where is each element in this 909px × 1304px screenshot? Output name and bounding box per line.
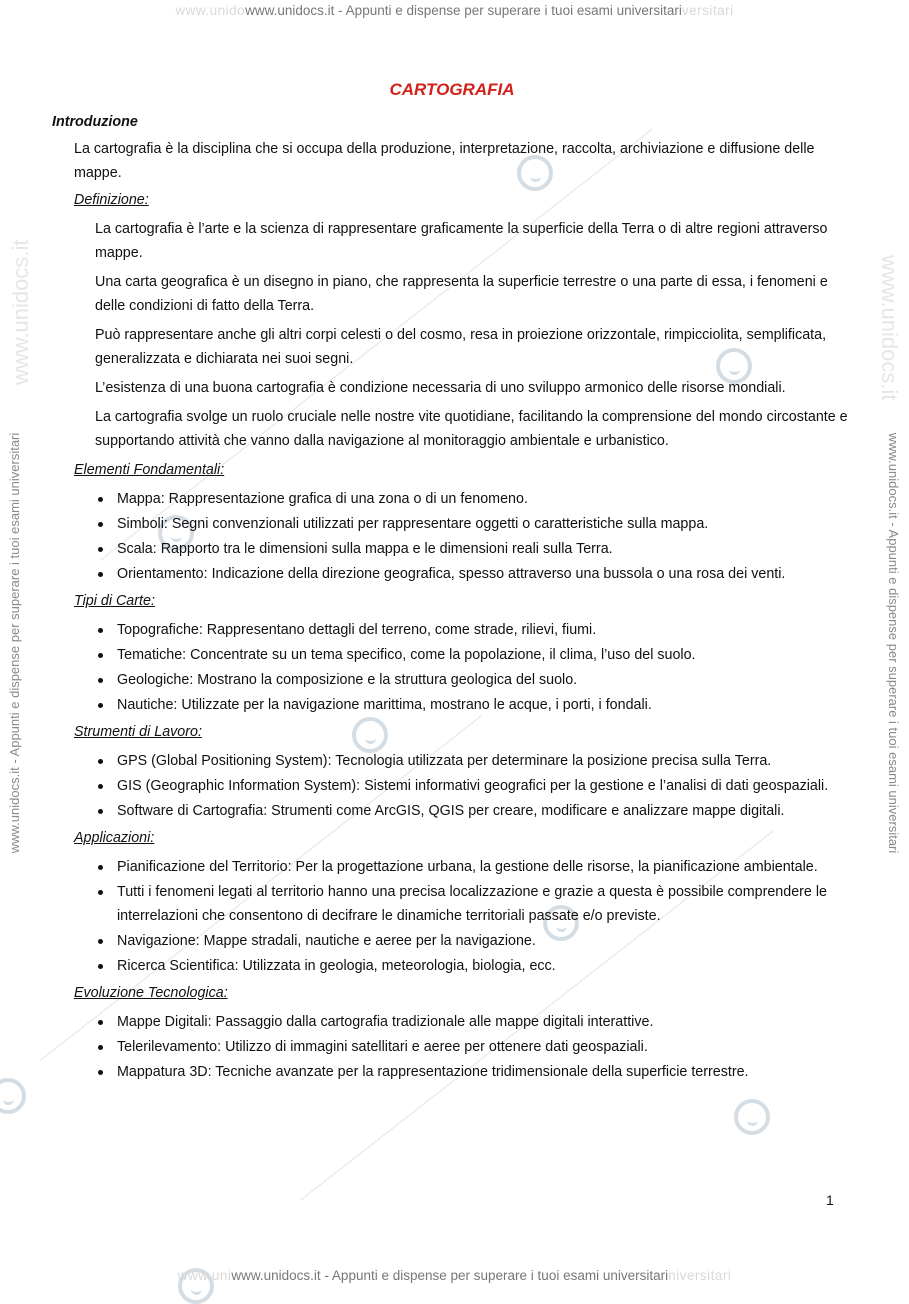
list-item: Ricerca Scientifica: Utilizzata in geologia, meteorologia, biologia, ecc.: [52, 954, 852, 978]
right-side-ghost-watermark: www.unidocs.it: [877, 255, 902, 401]
list-tipi: [52, 618, 852, 717]
header-watermark-ghost-left: www.unido: [175, 3, 246, 18]
definition-paragraph: L’esistenza di una buona cartografia è condizione necessaria di uno sviluppo armonico delle risorse mondiali.: [95, 380, 786, 396]
section-heading-elementi: Elementi Fondamentali:: [74, 462, 225, 478]
list-evoluzione: [52, 1010, 852, 1084]
intro-heading: Introduzione: [52, 114, 138, 130]
section-heading-tipi: Tipi di Carte:: [74, 593, 155, 609]
unidocs-logo-icon: [734, 1099, 770, 1135]
list-item: GPS (Global Positioning System): Tecnologia utilizzata per determinare la posizione precisa sulla Terra.: [52, 749, 852, 773]
list-item: Tematiche: Concentrate su un tema specifico, come la popolazione, il clima, l’uso del suolo.: [52, 643, 852, 667]
document-title: CARTOGRAFIA: [389, 80, 515, 99]
list-item: Telerilevamento: Utilizzo di immagini satellitari e aeree per ottenere dati geospaziali.: [52, 1035, 852, 1059]
list-item: Simboli: Segni convenzionali utilizzati per rappresentare oggetti o caratteristiche sulla mappa.: [52, 512, 852, 536]
definition-heading: Definizione:: [74, 192, 149, 208]
footer-watermark-ghost-right: niversitari: [668, 1268, 732, 1283]
intro-paragraph: La cartografia è la disciplina che si occupa della produzione, interpretazione, raccolta, archiviazione e diffusione delle mappe.: [74, 141, 815, 181]
list-item: Mappe Digitali: Passaggio dalla cartografia tradizionale alle mappe digitali interattive.: [52, 1010, 852, 1034]
list-strumenti: [52, 749, 852, 823]
right-side-watermark: www.unidocs.it - Appunti e dispense per superare i tuoi esami universitari: [886, 432, 901, 854]
header-watermark-ghost-right: versitari: [681, 3, 734, 18]
list-item: Scala: Rapporto tra le dimensioni sulla mappa e le dimensioni reali sulla Terra.: [52, 537, 852, 561]
header-watermark-text: www.unidocs.it - Appunti e dispense per superare i tuoi esami universitari: [245, 3, 682, 18]
left-side-ghost-watermark: www.unidocs.it: [8, 239, 33, 385]
list-item: Nautiche: Utilizzate per la navigazione marittima, mostrano le acque, i porti, i fondali.: [52, 693, 852, 717]
footer-watermark: [0, 1268, 909, 1284]
left-side-watermark: www.unidocs.it - Appunti e dispense per superare i tuoi esami universitari: [7, 432, 22, 854]
list-item: Mappa: Rappresentazione grafica di una zona o di un fenomeno.: [52, 487, 852, 511]
list-item: Topografiche: Rappresentano dettagli del terreno, come strade, rilievi, fiumi.: [52, 618, 852, 642]
list-applicazioni: [52, 855, 852, 978]
section-heading-evoluzione: Evoluzione Tecnologica:: [74, 985, 228, 1001]
page-number: 1: [826, 1192, 834, 1208]
list-elementi: [52, 487, 852, 586]
header-watermark: [0, 3, 909, 19]
list-item: Navigazione: Mappe stradali, nautiche e aeree per la navigazione.: [52, 929, 852, 953]
footer-watermark-text: www.unidocs.it - Appunti e dispense per superare i tuoi esami universitari: [231, 1268, 669, 1283]
list-item: Software di Cartografia: Strumenti come ArcGIS, QGIS per creare, modificare e analizzare mappe digitali.: [52, 799, 852, 823]
definition-paragraph: Può rappresentare anche gli altri corpi celesti o del cosmo, resa in proiezione orizzontale, rimpicciolita, semplificata, generalizzata e dichiarata nei suoi segni.: [95, 327, 827, 367]
section-heading-applicazioni: Applicazioni:: [74, 830, 155, 846]
list-item: Pianificazione del Territorio: Per la progettazione urbana, la gestione delle risorse, la pianificazione ambientale.: [52, 855, 852, 879]
list-item: GIS (Geographic Information System): Sistemi informativi geografici per la gestione e l’analisi di dati geospaziali.: [52, 774, 852, 798]
document-content: [52, 78, 852, 1087]
list-item: Orientamento: Indicazione della direzione geografica, spesso attraverso una bussola o una rosa dei venti.: [52, 562, 852, 586]
footer-watermark-ghost-left: www.uni: [177, 1268, 232, 1283]
list-item: Mappatura 3D: Tecniche avanzate per la rappresentazione tridimensionale della superficie terrestre.: [52, 1060, 852, 1084]
definition-paragraph: Una carta geografica è un disegno in piano, che rappresenta la superficie terrestre o una parte di essa, i fenomeni e delle condizioni di fatto della Terra.: [95, 274, 828, 314]
definition-paragraph: La cartografia è l’arte e la scienza di rappresentare graficamente la superficie della Terra o di altre regioni attraverso mappe.: [95, 221, 828, 261]
list-item: Tutti i fenomeni legati al territorio hanno una precisa localizzazione e grazie a questa è possibile comprendere le interrelazioni che consentono di decifrare le dinamiche territoriali passate e/o previste.: [52, 880, 852, 928]
section-heading-strumenti: Strumenti di Lavoro:: [74, 724, 202, 740]
list-item: Geologiche: Mostrano la composizione e la struttura geologica del suolo.: [52, 668, 852, 692]
unidocs-logo-icon: [0, 1078, 26, 1114]
definition-paragraph: La cartografia svolge un ruolo cruciale nelle nostre vite quotidiane, facilitando la comprensione del mondo circostante e supportando attività che vanno dalla navigazione al monitoraggio ambientale e urbanistico.: [95, 409, 848, 449]
